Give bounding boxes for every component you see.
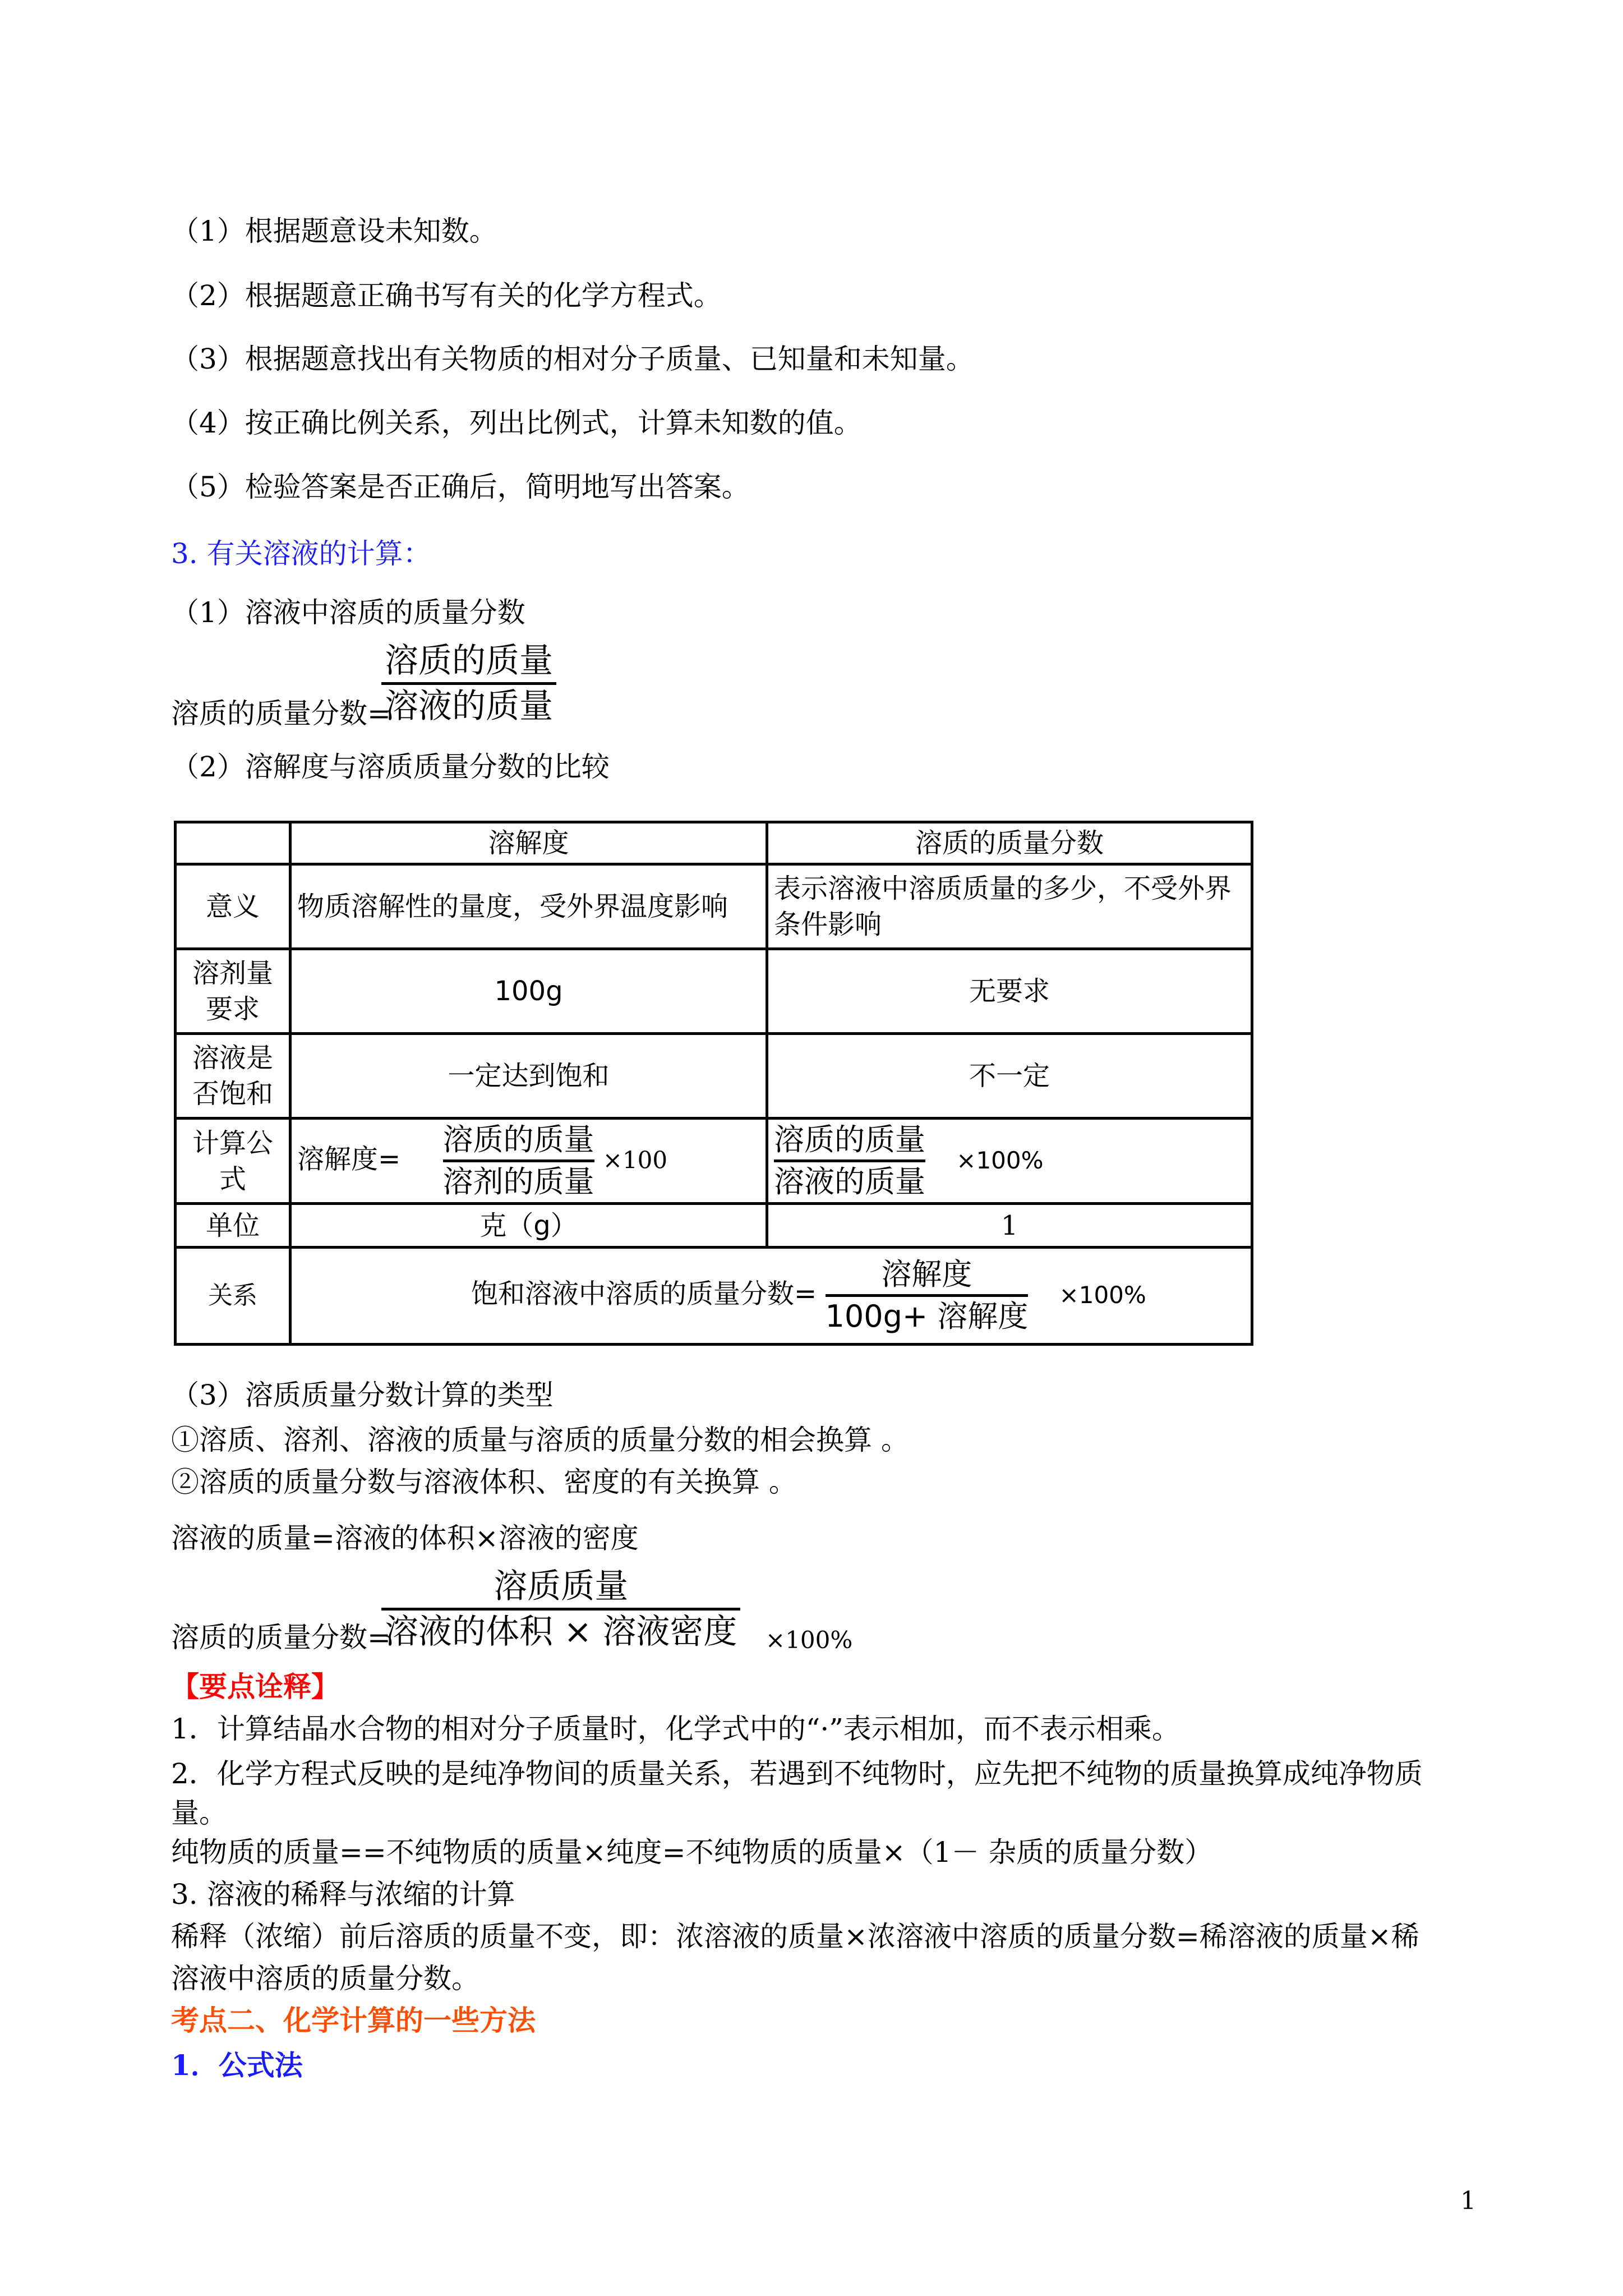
formula-solubility-tail: ×100: [602, 1146, 668, 1174]
formula2-numerator: 溶质质量: [381, 1565, 740, 1611]
formula1-fraction: [381, 639, 556, 728]
cell-unit-fraction: 1: [767, 1204, 1252, 1247]
formula-solubility-den: 溶剂的质量: [442, 1164, 594, 1200]
page-number: 1: [1460, 2187, 1476, 2215]
sub1-heading: （1）溶液中溶质的质量分数: [171, 596, 525, 629]
step-1: （1）根据题意设未知数。: [171, 215, 497, 247]
step-3: （3）根据题意找出有关物质的相对分子质量、已知量和未知量。: [171, 343, 974, 375]
formula1-lhs: 溶质的质量分数=: [171, 697, 391, 730]
relation-lhs: 饱和溶液中溶质的质量分数=: [471, 1278, 817, 1310]
type-1: ①溶质、溶剂、溶液的质量与溶质的质量分数的相会换算 。: [171, 1424, 909, 1456]
sub3-heading: （3）溶质质量分数计算的类型: [171, 1379, 554, 1411]
row-header-unit: 单位: [176, 1204, 291, 1247]
step-4: （4）按正确比例关系，列出比例式，计算未知数的值。: [171, 407, 862, 439]
mass-equation: 溶液的质量=溶液的体积×溶液的密度: [171, 1522, 639, 1554]
formula-fraction-tail: ×100%: [956, 1146, 1044, 1174]
step-2: （2）根据题意正确书写有关的化学方程式。: [171, 279, 722, 312]
row-header-formula: 计算公式: [176, 1118, 291, 1204]
relation-num: 溶解度: [826, 1255, 1029, 1297]
row-header-saturated: 溶液是否饱和: [176, 1033, 291, 1118]
method-1: 1．公式法: [171, 2049, 303, 2082]
key-point-3: 3. 溶液的稀释与浓缩的计算: [171, 1878, 515, 1911]
formula2-fraction: [381, 1565, 740, 1653]
table-header-mass-fraction: 溶质的质量分数: [767, 822, 1252, 864]
formula-fraction-num: 溶质的质量: [774, 1120, 925, 1162]
key-point-3b: 溶液中溶质的质量分数。: [171, 1962, 479, 1995]
comparison-table: [174, 821, 1253, 1346]
relation-fraction: [826, 1255, 1029, 1336]
point2-heading: 考点二、化学计算的一些方法: [171, 2004, 536, 2037]
formula-fraction-den: 溶液的质量: [774, 1164, 925, 1200]
relation-den: 100g+ 溶解度: [825, 1299, 1029, 1335]
cell-meaning-solubility: 物质溶解性的量度，受外界温度影响: [291, 864, 767, 949]
row-header-solvent: 溶剂量要求: [176, 949, 291, 1034]
cell-unit-solubility: 克（g）: [291, 1204, 767, 1247]
formula-solubility-num: 溶质的质量: [443, 1120, 594, 1162]
key-point-1: 1．计算结晶水合物的相对分子质量时，化学式中的“·”表示相加，而不表示相乘。: [171, 1713, 1180, 1745]
formula-solubility-lhs: 溶解度=: [297, 1143, 401, 1175]
cell-relation: [291, 1247, 1252, 1344]
row-header-relation: 关系: [176, 1247, 291, 1344]
cell-formula-solubility: [291, 1118, 767, 1204]
key-point-2a: 2．化学方程式反映的是纯净物间的质量关系，若遇到不纯物时，应先把不纯物的质量换算成纯净物质: [171, 1757, 1423, 1790]
table-header-solubility: 溶解度: [291, 822, 767, 864]
cell-saturated-solubility: 一定达到饱和: [291, 1033, 767, 1118]
formula1-numerator: 溶质的质量: [381, 639, 556, 685]
sub2-heading: （2）溶解度与溶质质量分数的比较: [171, 751, 610, 783]
key-point-2b: 量。: [171, 1797, 227, 1829]
cell-formula-fraction: [767, 1118, 1252, 1204]
formula2-tail: ×100%: [766, 1626, 853, 1654]
key-point-2c: 纯物质的质量==不纯物质的质量×纯度=不纯物质的质量×（1－ 杂质的质量分数）: [171, 1836, 1213, 1869]
type-2: ②溶质的质量分数与溶液体积、密度的有关换算 。: [171, 1466, 797, 1498]
formula-fraction-fraction: [774, 1120, 925, 1202]
formula2-lhs: 溶质的质量分数=: [171, 1621, 391, 1654]
cell-meaning-fraction: 表示溶液中溶质质量的多少，不受外界条件影响: [767, 864, 1252, 949]
cell-solvent-fraction: 无要求: [767, 949, 1252, 1034]
formula1-denominator: 溶液的质量: [385, 687, 553, 726]
key-point-3a: 稀释（浓缩）前后溶质的质量不变，即：浓溶液的质量×浓溶液中溶质的质量分数=稀溶液的质量×稀: [171, 1920, 1419, 1953]
row-header-meaning: 意义: [176, 864, 291, 949]
key-points-heading: 【要点诠释】: [171, 1670, 339, 1703]
section3-heading: 3. 有关溶液的计算：: [171, 537, 431, 570]
cell-solvent-solubility: 100g: [291, 949, 767, 1034]
cell-saturated-fraction: 不一定: [767, 1033, 1252, 1118]
formula2-denominator: 溶液的体积 × 溶液密度: [385, 1612, 737, 1651]
relation-tail: ×100%: [1059, 1281, 1146, 1309]
table-corner: [176, 822, 291, 864]
step-5: （5）检验答案是否正确后，简明地写出答案。: [171, 471, 750, 503]
formula-solubility-fraction: [443, 1120, 594, 1202]
